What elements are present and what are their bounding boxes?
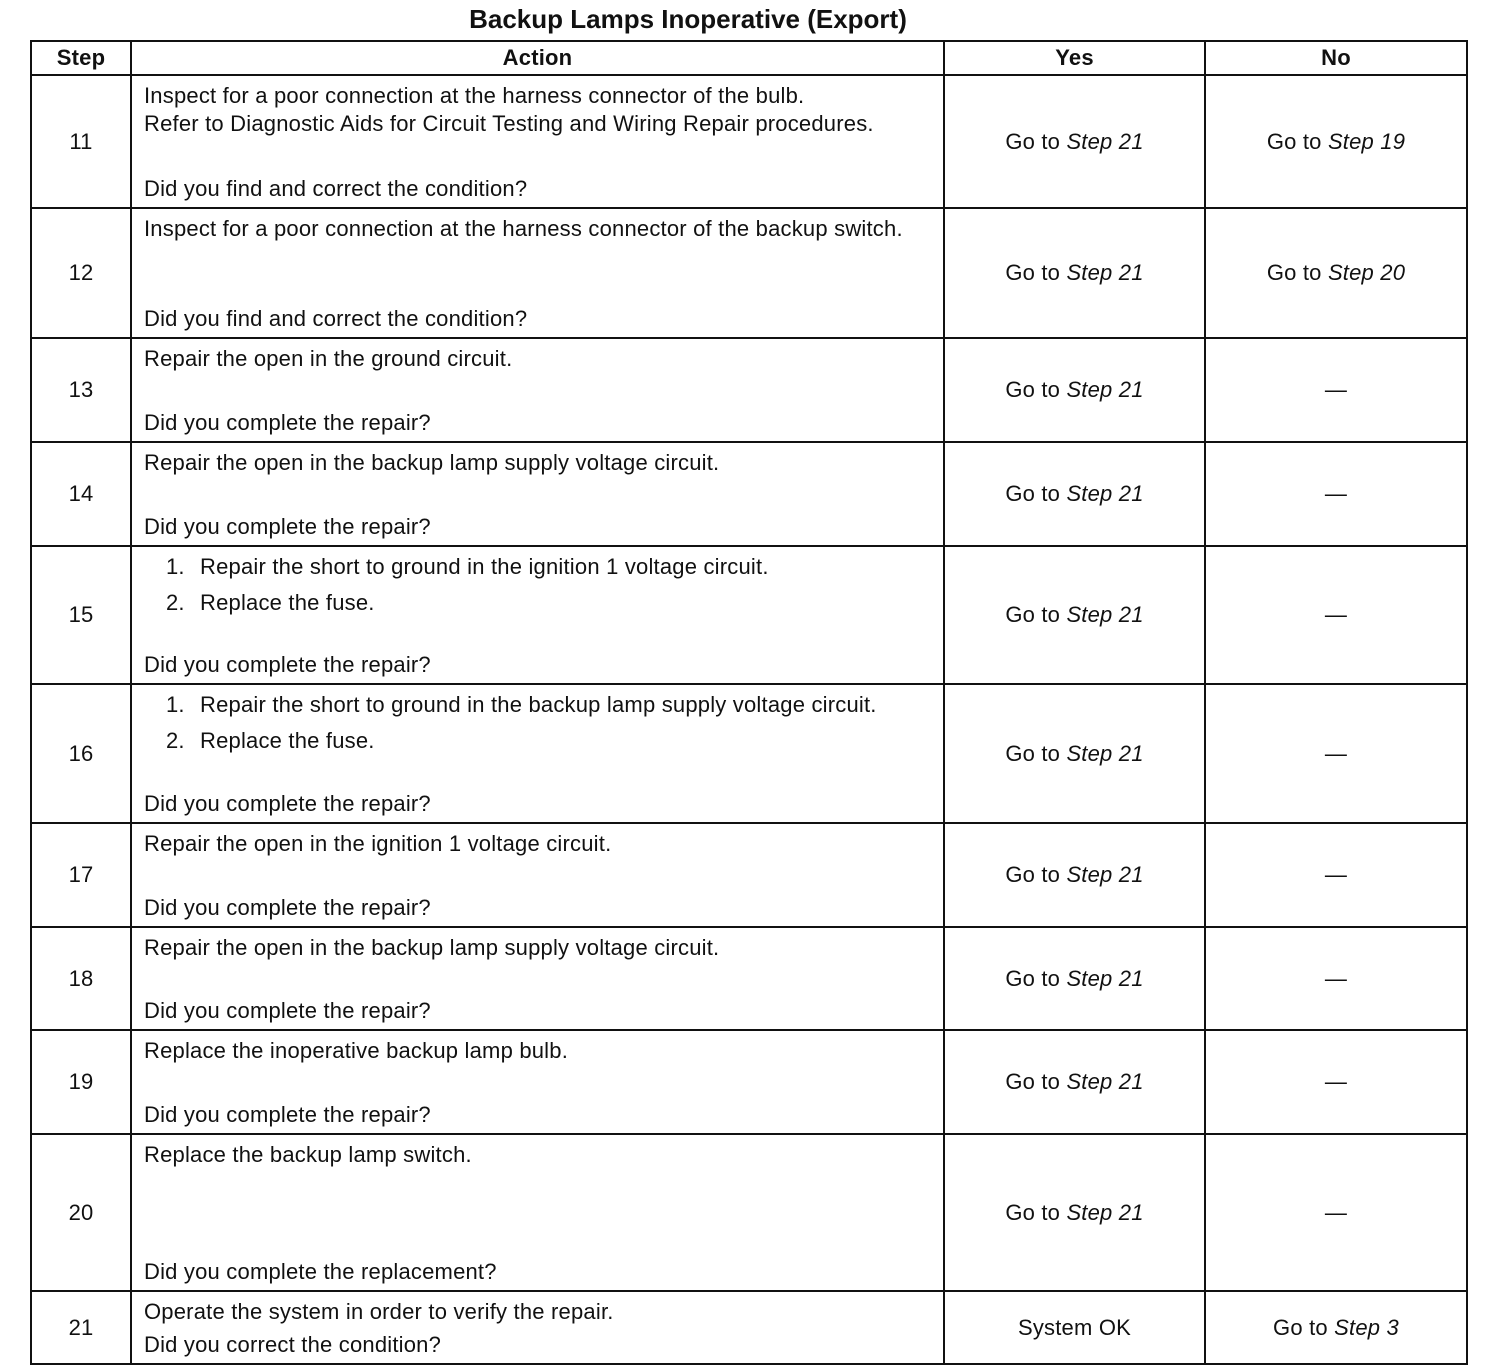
yes-cell bbox=[944, 927, 1205, 1030]
yes-step-link[interactable]: Step 21 bbox=[1066, 377, 1144, 402]
yes-goto-prefix: Go to bbox=[1005, 1069, 1067, 1094]
table-row bbox=[31, 1030, 1467, 1134]
action-cell bbox=[131, 823, 944, 927]
no-cell bbox=[1205, 546, 1467, 684]
table-row bbox=[31, 927, 1467, 1030]
yes-cell bbox=[944, 208, 1205, 338]
no-cell bbox=[1205, 684, 1467, 823]
table-row bbox=[31, 823, 1467, 927]
action-numbered-list bbox=[144, 691, 931, 755]
no-cell bbox=[1205, 208, 1467, 338]
no-step-link[interactable]: Step 20 bbox=[1327, 260, 1406, 285]
yes-cell bbox=[944, 1030, 1205, 1134]
action-text: Repair the open in the backup lamp supply voltage circuit. bbox=[144, 450, 720, 475]
header-no: No bbox=[1205, 41, 1467, 75]
action-question: Did you complete the repair? bbox=[144, 998, 431, 1023]
yes-goto-prefix: Go to bbox=[1005, 1199, 1067, 1225]
step-number: 20 bbox=[31, 1134, 131, 1291]
yes-goto-prefix: Go to bbox=[1005, 862, 1067, 887]
no-goto[interactable] bbox=[1273, 1315, 1399, 1340]
yes-goto[interactable] bbox=[1005, 862, 1143, 887]
yes-cell bbox=[944, 442, 1205, 546]
action-cell bbox=[131, 684, 944, 823]
step-number: 14 bbox=[31, 442, 131, 546]
yes-goto[interactable] bbox=[1005, 602, 1143, 627]
action-question: Did you complete the repair? bbox=[144, 652, 431, 677]
no-goto[interactable] bbox=[1267, 260, 1405, 285]
action-question: Did you complete the repair? bbox=[144, 410, 431, 435]
action-text: Repair the open in the backup lamp supply voltage circuit. bbox=[144, 935, 720, 960]
action-text: Inspect for a poor connection at the harness connector of the bulb. bbox=[144, 83, 805, 108]
no-cell bbox=[1205, 338, 1467, 442]
no-goto-prefix: Go to bbox=[1266, 128, 1328, 154]
yes-goto[interactable] bbox=[1005, 1069, 1143, 1094]
yes-goto[interactable] bbox=[1005, 481, 1143, 506]
list-item-number: 1. bbox=[166, 554, 185, 579]
table-row bbox=[31, 208, 1467, 338]
step-number: 17 bbox=[31, 823, 131, 927]
step-number: 19 bbox=[31, 1030, 131, 1134]
action-cell bbox=[131, 546, 944, 684]
action-question: Did you correct the condition? bbox=[144, 1332, 442, 1357]
no-dash: — bbox=[1324, 740, 1348, 766]
yes-outcome-text: System OK bbox=[1017, 1314, 1132, 1340]
header-step: Step bbox=[31, 41, 131, 75]
list-item-text: Repair the short to ground in the ignition 1 voltage circuit. bbox=[200, 554, 769, 579]
action-cell bbox=[131, 1291, 944, 1364]
table-row bbox=[31, 1291, 1467, 1364]
no-cell bbox=[1205, 823, 1467, 927]
list-item bbox=[166, 589, 931, 617]
yes-step-link[interactable]: Step 21 bbox=[1066, 862, 1144, 887]
step-number: 15 bbox=[31, 546, 131, 684]
yes-step-link[interactable]: Step 21 bbox=[1066, 1069, 1144, 1094]
yes-step-link[interactable]: Step 21 bbox=[1066, 128, 1144, 154]
yes-goto-prefix: Go to bbox=[1005, 260, 1067, 285]
no-goto-prefix: Go to bbox=[1273, 1314, 1335, 1340]
header-action: Action bbox=[131, 41, 944, 75]
table-row bbox=[31, 546, 1467, 684]
action-cell bbox=[131, 1134, 944, 1291]
yes-cell bbox=[944, 546, 1205, 684]
yes-cell bbox=[944, 1134, 1205, 1291]
yes-step-link[interactable]: Step 21 bbox=[1066, 740, 1144, 766]
yes-cell bbox=[944, 75, 1205, 208]
yes-goto-prefix: Go to bbox=[1005, 965, 1067, 991]
no-dash: — bbox=[1324, 481, 1348, 506]
list-item bbox=[166, 553, 931, 581]
action-cell bbox=[131, 208, 944, 338]
table-row bbox=[31, 75, 1467, 208]
table-row bbox=[31, 338, 1467, 442]
yes-goto-prefix: Go to bbox=[1005, 740, 1067, 766]
table-row bbox=[31, 1134, 1467, 1291]
table-row bbox=[31, 684, 1467, 823]
no-cell bbox=[1205, 75, 1467, 208]
page-title: Backup Lamps Inoperative (Export) bbox=[469, 4, 907, 34]
step-number: 11 bbox=[31, 75, 131, 208]
list-item-text: Replace the fuse. bbox=[200, 590, 375, 615]
action-question: Did you complete the repair? bbox=[144, 1102, 431, 1127]
yes-step-link[interactable]: Step 21 bbox=[1066, 260, 1144, 285]
yes-cell bbox=[944, 684, 1205, 823]
no-step-link[interactable]: Step 19 bbox=[1327, 128, 1406, 154]
yes-goto[interactable] bbox=[1005, 260, 1143, 285]
list-item bbox=[166, 691, 931, 719]
yes-goto[interactable] bbox=[1005, 966, 1143, 991]
action-cell bbox=[131, 338, 944, 442]
step-number: 16 bbox=[31, 684, 131, 823]
list-item-number: 2. bbox=[166, 728, 185, 753]
action-text: Replace the backup lamp switch. bbox=[144, 1142, 472, 1167]
no-dash: — bbox=[1324, 965, 1348, 991]
action-text: Replace the inoperative backup lamp bulb. bbox=[144, 1038, 569, 1063]
list-item-number: 2. bbox=[166, 590, 185, 615]
action-question: Did you complete the replacement? bbox=[144, 1259, 497, 1284]
action-text: Inspect for a poor connection at the harness connector of the backup switch. bbox=[144, 216, 903, 241]
yes-step-link[interactable]: Step 21 bbox=[1066, 602, 1144, 627]
action-question: Did you complete the repair? bbox=[144, 514, 431, 539]
no-step-link[interactable]: Step 3 bbox=[1334, 1314, 1399, 1340]
action-numbered-list bbox=[144, 553, 931, 617]
yes-goto[interactable] bbox=[1005, 1200, 1143, 1225]
list-item-text: Replace the fuse. bbox=[200, 728, 375, 753]
table-body bbox=[31, 75, 1467, 1364]
header-yes: Yes bbox=[944, 41, 1205, 75]
list-item-text: Repair the short to ground in the backup lamp supply voltage circuit. bbox=[200, 692, 877, 717]
yes-goto-prefix: Go to bbox=[1005, 128, 1067, 154]
yes-goto-prefix: Go to bbox=[1005, 481, 1067, 506]
action-text: Repair the open in the ignition 1 voltage circuit. bbox=[144, 831, 612, 856]
yes-cell bbox=[944, 823, 1205, 927]
action-question: Did you find and correct the condition? bbox=[144, 306, 528, 331]
action-question: Did you complete the repair? bbox=[144, 791, 431, 816]
no-cell bbox=[1205, 1291, 1467, 1364]
action-text: Repair the open in the ground circuit. bbox=[144, 346, 513, 371]
action-cell bbox=[131, 75, 944, 208]
diagnostic-table bbox=[30, 40, 1468, 1365]
step-number: 13 bbox=[31, 338, 131, 442]
yes-goto[interactable] bbox=[1005, 741, 1143, 766]
list-item bbox=[166, 727, 931, 755]
yes-step-link[interactable]: Step 21 bbox=[1066, 481, 1144, 506]
step-number: 18 bbox=[31, 927, 131, 1030]
step-number: 21 bbox=[31, 1291, 131, 1364]
action-question: Did you find and correct the condition? bbox=[144, 176, 528, 201]
yes-goto-prefix: Go to bbox=[1005, 602, 1067, 627]
action-text: Operate the system in order to verify the repair. bbox=[144, 1299, 614, 1324]
table-row bbox=[31, 442, 1467, 546]
header-row bbox=[31, 41, 1467, 75]
no-goto[interactable] bbox=[1267, 129, 1405, 154]
no-cell bbox=[1205, 1134, 1467, 1291]
yes-step-link[interactable]: Step 21 bbox=[1066, 1199, 1144, 1225]
step-number: 12 bbox=[31, 208, 131, 338]
action-question: Did you complete the repair? bbox=[144, 895, 431, 920]
action-cell bbox=[131, 1030, 944, 1134]
yes-goto-prefix: Go to bbox=[1005, 377, 1067, 402]
yes-cell bbox=[944, 338, 1205, 442]
action-cell bbox=[131, 442, 944, 546]
no-dash: — bbox=[1324, 377, 1348, 402]
action-cell bbox=[131, 927, 944, 1030]
no-cell bbox=[1205, 442, 1467, 546]
action-text: Refer to Diagnostic Aids for Circuit Testing and Wiring Repair procedures. bbox=[144, 111, 874, 136]
no-dash: — bbox=[1324, 602, 1348, 627]
no-dash: — bbox=[1324, 1199, 1348, 1225]
no-dash: — bbox=[1324, 1069, 1348, 1094]
no-cell bbox=[1205, 1030, 1467, 1134]
no-dash: — bbox=[1324, 862, 1348, 887]
yes-step-link[interactable]: Step 21 bbox=[1066, 965, 1144, 991]
no-cell bbox=[1205, 927, 1467, 1030]
yes-goto[interactable] bbox=[1005, 377, 1143, 402]
list-item-number: 1. bbox=[166, 692, 185, 717]
yes-goto[interactable] bbox=[1005, 129, 1143, 154]
yes-cell bbox=[944, 1291, 1205, 1364]
no-goto-prefix: Go to bbox=[1266, 260, 1328, 285]
